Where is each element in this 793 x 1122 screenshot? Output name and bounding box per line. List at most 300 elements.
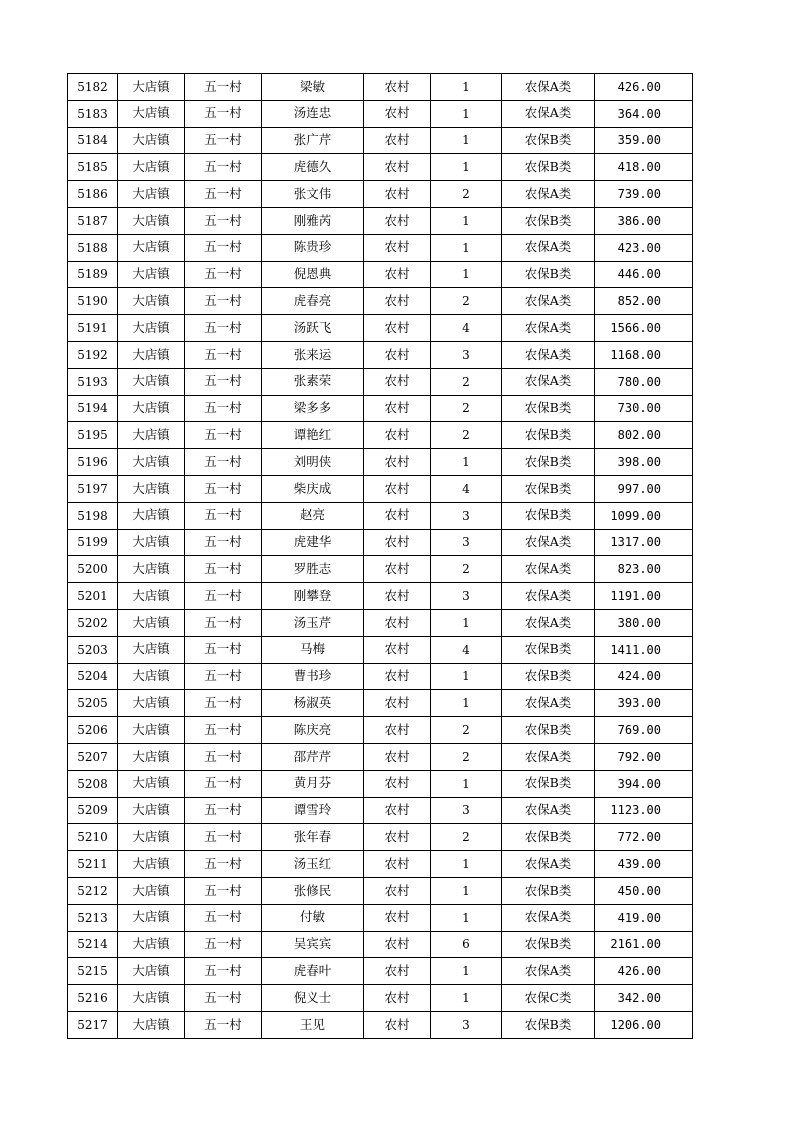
- name-cell: 陈庆亮: [262, 717, 364, 744]
- row-id-cell: 5205: [68, 690, 118, 717]
- amount-cell: 1411.00: [595, 636, 693, 663]
- insurance-class-cell: 农保A类: [502, 743, 595, 770]
- town-cell: 大店镇: [118, 261, 185, 288]
- name-cell: 赵亮: [262, 502, 364, 529]
- table-row: [68, 315, 693, 342]
- area-type-cell: 农村: [364, 449, 431, 476]
- row-id-cell: 5211: [68, 851, 118, 878]
- name-cell: 张年春: [262, 824, 364, 851]
- town-cell: 大店镇: [118, 583, 185, 610]
- row-id-cell: 5193: [68, 368, 118, 395]
- amount-cell: 852.00: [595, 288, 693, 315]
- household-count-cell: 1: [431, 958, 502, 985]
- village-cell: 五一村: [185, 877, 262, 904]
- amount-cell: 424.00: [595, 663, 693, 690]
- area-type-cell: 农村: [364, 583, 431, 610]
- amount-cell: 739.00: [595, 181, 693, 208]
- area-type-cell: 农村: [364, 127, 431, 154]
- household-count-cell: 4: [431, 475, 502, 502]
- table-row: [68, 556, 693, 583]
- household-count-cell: 1: [431, 609, 502, 636]
- row-id-cell: 5208: [68, 770, 118, 797]
- household-count-cell: 2: [431, 422, 502, 449]
- area-type-cell: 农村: [364, 985, 431, 1012]
- area-type-cell: 农村: [364, 315, 431, 342]
- village-cell: 五一村: [185, 368, 262, 395]
- amount-cell: 769.00: [595, 717, 693, 744]
- table-row: [68, 609, 693, 636]
- name-cell: 柴庆成: [262, 475, 364, 502]
- amount-cell: 1206.00: [595, 1011, 693, 1038]
- insurance-class-cell: 农保B类: [502, 475, 595, 502]
- name-cell: 张素荣: [262, 368, 364, 395]
- row-id-cell: 5195: [68, 422, 118, 449]
- name-cell: 汤跃飞: [262, 315, 364, 342]
- table-row: [68, 690, 693, 717]
- household-count-cell: 1: [431, 154, 502, 181]
- insurance-class-cell: 农保A类: [502, 288, 595, 315]
- amount-cell: 364.00: [595, 100, 693, 127]
- amount-cell: 997.00: [595, 475, 693, 502]
- amount-cell: 450.00: [595, 877, 693, 904]
- row-id-cell: 5217: [68, 1011, 118, 1038]
- village-cell: 五一村: [185, 529, 262, 556]
- household-count-cell: 1: [431, 74, 502, 101]
- town-cell: 大店镇: [118, 395, 185, 422]
- insurance-class-cell: 农保B类: [502, 261, 595, 288]
- insurance-class-cell: 农保B类: [502, 824, 595, 851]
- village-cell: 五一村: [185, 341, 262, 368]
- household-count-cell: 3: [431, 583, 502, 610]
- amount-cell: 426.00: [595, 958, 693, 985]
- row-id-cell: 5207: [68, 743, 118, 770]
- household-count-cell: 3: [431, 1011, 502, 1038]
- row-id-cell: 5203: [68, 636, 118, 663]
- table-row: [68, 717, 693, 744]
- area-type-cell: 农村: [364, 717, 431, 744]
- table-row: [68, 877, 693, 904]
- insurance-class-cell: 农保A类: [502, 609, 595, 636]
- area-type-cell: 农村: [364, 100, 431, 127]
- insurance-class-cell: 农保A类: [502, 529, 595, 556]
- area-type-cell: 农村: [364, 368, 431, 395]
- household-count-cell: 1: [431, 261, 502, 288]
- town-cell: 大店镇: [118, 717, 185, 744]
- amount-cell: 780.00: [595, 368, 693, 395]
- row-id-cell: 5187: [68, 207, 118, 234]
- name-cell: 谭艳红: [262, 422, 364, 449]
- household-count-cell: 1: [431, 207, 502, 234]
- row-id-cell: 5196: [68, 449, 118, 476]
- village-cell: 五一村: [185, 1011, 262, 1038]
- town-cell: 大店镇: [118, 288, 185, 315]
- row-id-cell: 5199: [68, 529, 118, 556]
- area-type-cell: 农村: [364, 770, 431, 797]
- amount-cell: 1168.00: [595, 341, 693, 368]
- village-cell: 五一村: [185, 583, 262, 610]
- table-row: [68, 100, 693, 127]
- area-type-cell: 农村: [364, 636, 431, 663]
- table-row: [68, 234, 693, 261]
- table-row: [68, 475, 693, 502]
- household-count-cell: 6: [431, 931, 502, 958]
- area-type-cell: 农村: [364, 690, 431, 717]
- area-type-cell: 农村: [364, 529, 431, 556]
- household-count-cell: 1: [431, 904, 502, 931]
- amount-cell: 1566.00: [595, 315, 693, 342]
- insurance-class-cell: 农保B类: [502, 877, 595, 904]
- village-cell: 五一村: [185, 797, 262, 824]
- insurance-class-cell: 农保B类: [502, 422, 595, 449]
- insurance-class-cell: 农保B类: [502, 154, 595, 181]
- village-cell: 五一村: [185, 904, 262, 931]
- name-cell: 王见: [262, 1011, 364, 1038]
- table-row: [68, 958, 693, 985]
- village-cell: 五一村: [185, 234, 262, 261]
- insurance-class-cell: 农保B类: [502, 207, 595, 234]
- row-id-cell: 5209: [68, 797, 118, 824]
- town-cell: 大店镇: [118, 797, 185, 824]
- village-cell: 五一村: [185, 315, 262, 342]
- area-type-cell: 农村: [364, 154, 431, 181]
- village-cell: 五一村: [185, 663, 262, 690]
- insurance-class-cell: 农保A类: [502, 583, 595, 610]
- name-cell: 吴宾宾: [262, 931, 364, 958]
- insurance-class-cell: 农保A类: [502, 181, 595, 208]
- row-id-cell: 5183: [68, 100, 118, 127]
- amount-cell: 772.00: [595, 824, 693, 851]
- household-count-cell: 2: [431, 824, 502, 851]
- household-count-cell: 3: [431, 797, 502, 824]
- household-count-cell: 1: [431, 851, 502, 878]
- village-cell: 五一村: [185, 74, 262, 101]
- table-row: [68, 288, 693, 315]
- insurance-class-cell: 农保A类: [502, 556, 595, 583]
- name-cell: 刚雅芮: [262, 207, 364, 234]
- amount-cell: 446.00: [595, 261, 693, 288]
- insurance-class-cell: 农保A类: [502, 74, 595, 101]
- row-id-cell: 5194: [68, 395, 118, 422]
- name-cell: 邵芹芹: [262, 743, 364, 770]
- insurance-class-cell: 农保B类: [502, 663, 595, 690]
- row-id-cell: 5204: [68, 663, 118, 690]
- village-cell: 五一村: [185, 127, 262, 154]
- area-type-cell: 农村: [364, 261, 431, 288]
- village-cell: 五一村: [185, 502, 262, 529]
- insurance-class-cell: 农保B类: [502, 770, 595, 797]
- household-count-cell: 1: [431, 770, 502, 797]
- row-id-cell: 5190: [68, 288, 118, 315]
- table-row: [68, 636, 693, 663]
- area-type-cell: 农村: [364, 904, 431, 931]
- insurance-class-cell: 农保A类: [502, 234, 595, 261]
- area-type-cell: 农村: [364, 851, 431, 878]
- amount-cell: 394.00: [595, 770, 693, 797]
- table-row: [68, 422, 693, 449]
- insurance-class-cell: 农保A类: [502, 368, 595, 395]
- village-cell: 五一村: [185, 824, 262, 851]
- town-cell: 大店镇: [118, 449, 185, 476]
- town-cell: 大店镇: [118, 663, 185, 690]
- amount-cell: 426.00: [595, 74, 693, 101]
- table-row: [68, 207, 693, 234]
- amount-cell: 1123.00: [595, 797, 693, 824]
- area-type-cell: 农村: [364, 797, 431, 824]
- row-id-cell: 5191: [68, 315, 118, 342]
- town-cell: 大店镇: [118, 181, 185, 208]
- name-cell: 曹书珍: [262, 663, 364, 690]
- amount-cell: 823.00: [595, 556, 693, 583]
- town-cell: 大店镇: [118, 127, 185, 154]
- household-count-cell: 1: [431, 663, 502, 690]
- row-id-cell: 5185: [68, 154, 118, 181]
- insurance-class-cell: 农保B类: [502, 717, 595, 744]
- area-type-cell: 农村: [364, 422, 431, 449]
- row-id-cell: 5214: [68, 931, 118, 958]
- amount-cell: 419.00: [595, 904, 693, 931]
- household-count-cell: 1: [431, 449, 502, 476]
- amount-cell: 393.00: [595, 690, 693, 717]
- household-count-cell: 2: [431, 556, 502, 583]
- amount-cell: 342.00: [595, 985, 693, 1012]
- amount-cell: 1191.00: [595, 583, 693, 610]
- household-count-cell: 3: [431, 529, 502, 556]
- household-count-cell: 1: [431, 877, 502, 904]
- town-cell: 大店镇: [118, 851, 185, 878]
- row-id-cell: 5213: [68, 904, 118, 931]
- town-cell: 大店镇: [118, 690, 185, 717]
- name-cell: 刚攀登: [262, 583, 364, 610]
- village-cell: 五一村: [185, 556, 262, 583]
- amount-cell: 418.00: [595, 154, 693, 181]
- table-row: [68, 663, 693, 690]
- amount-cell: 792.00: [595, 743, 693, 770]
- name-cell: 杨淑英: [262, 690, 364, 717]
- name-cell: 张来运: [262, 341, 364, 368]
- name-cell: 梁多多: [262, 395, 364, 422]
- town-cell: 大店镇: [118, 502, 185, 529]
- village-cell: 五一村: [185, 100, 262, 127]
- row-id-cell: 5188: [68, 234, 118, 261]
- village-cell: 五一村: [185, 181, 262, 208]
- insurance-class-cell: 农保B类: [502, 636, 595, 663]
- table-row: [68, 74, 693, 101]
- insurance-class-cell: 农保A类: [502, 100, 595, 127]
- row-id-cell: 5200: [68, 556, 118, 583]
- name-cell: 张文伟: [262, 181, 364, 208]
- table-row: [68, 824, 693, 851]
- town-cell: 大店镇: [118, 341, 185, 368]
- amount-cell: 2161.00: [595, 931, 693, 958]
- area-type-cell: 农村: [364, 475, 431, 502]
- area-type-cell: 农村: [364, 609, 431, 636]
- table-body: [68, 74, 693, 1039]
- name-cell: 刘明侠: [262, 449, 364, 476]
- table-row: [68, 931, 693, 958]
- area-type-cell: 农村: [364, 824, 431, 851]
- town-cell: 大店镇: [118, 958, 185, 985]
- table-row: [68, 797, 693, 824]
- village-cell: 五一村: [185, 475, 262, 502]
- area-type-cell: 农村: [364, 743, 431, 770]
- insurance-class-cell: 农保B类: [502, 127, 595, 154]
- town-cell: 大店镇: [118, 985, 185, 1012]
- name-cell: 谭雪玲: [262, 797, 364, 824]
- town-cell: 大店镇: [118, 74, 185, 101]
- name-cell: 汤玉红: [262, 851, 364, 878]
- town-cell: 大店镇: [118, 207, 185, 234]
- household-count-cell: 1: [431, 985, 502, 1012]
- town-cell: 大店镇: [118, 422, 185, 449]
- insurance-class-cell: 农保A类: [502, 315, 595, 342]
- name-cell: 倪义士: [262, 985, 364, 1012]
- amount-cell: 386.00: [595, 207, 693, 234]
- town-cell: 大店镇: [118, 529, 185, 556]
- area-type-cell: 农村: [364, 958, 431, 985]
- table-row: [68, 851, 693, 878]
- data-table: [67, 73, 693, 1039]
- town-cell: 大店镇: [118, 154, 185, 181]
- area-type-cell: 农村: [364, 395, 431, 422]
- household-count-cell: 2: [431, 368, 502, 395]
- row-id-cell: 5184: [68, 127, 118, 154]
- household-count-cell: 4: [431, 315, 502, 342]
- insurance-class-cell: 农保A类: [502, 690, 595, 717]
- area-type-cell: 农村: [364, 181, 431, 208]
- household-count-cell: 3: [431, 502, 502, 529]
- row-id-cell: 5182: [68, 74, 118, 101]
- village-cell: 五一村: [185, 288, 262, 315]
- area-type-cell: 农村: [364, 502, 431, 529]
- town-cell: 大店镇: [118, 315, 185, 342]
- insurance-class-cell: 农保B类: [502, 931, 595, 958]
- name-cell: 马梅: [262, 636, 364, 663]
- row-id-cell: 5210: [68, 824, 118, 851]
- area-type-cell: 农村: [364, 931, 431, 958]
- village-cell: 五一村: [185, 743, 262, 770]
- table-row: [68, 904, 693, 931]
- name-cell: 虎春亮: [262, 288, 364, 315]
- village-cell: 五一村: [185, 449, 262, 476]
- village-cell: 五一村: [185, 422, 262, 449]
- name-cell: 虎春叶: [262, 958, 364, 985]
- area-type-cell: 农村: [364, 288, 431, 315]
- village-cell: 五一村: [185, 207, 262, 234]
- insurance-class-cell: 农保B类: [502, 395, 595, 422]
- row-id-cell: 5198: [68, 502, 118, 529]
- town-cell: 大店镇: [118, 877, 185, 904]
- row-id-cell: 5216: [68, 985, 118, 1012]
- household-count-cell: 2: [431, 717, 502, 744]
- area-type-cell: 农村: [364, 234, 431, 261]
- insurance-class-cell: 农保B类: [502, 449, 595, 476]
- household-count-cell: 1: [431, 127, 502, 154]
- village-cell: 五一村: [185, 717, 262, 744]
- amount-cell: 1099.00: [595, 502, 693, 529]
- row-id-cell: 5212: [68, 877, 118, 904]
- name-cell: 付敏: [262, 904, 364, 931]
- amount-cell: 1317.00: [595, 529, 693, 556]
- insurance-class-cell: 农保A类: [502, 797, 595, 824]
- area-type-cell: 农村: [364, 74, 431, 101]
- name-cell: 倪恩典: [262, 261, 364, 288]
- name-cell: 梁敏: [262, 74, 364, 101]
- village-cell: 五一村: [185, 958, 262, 985]
- town-cell: 大店镇: [118, 1011, 185, 1038]
- town-cell: 大店镇: [118, 100, 185, 127]
- town-cell: 大店镇: [118, 931, 185, 958]
- row-id-cell: 5215: [68, 958, 118, 985]
- town-cell: 大店镇: [118, 636, 185, 663]
- table-row: [68, 770, 693, 797]
- name-cell: 张广芹: [262, 127, 364, 154]
- row-id-cell: 5206: [68, 717, 118, 744]
- name-cell: 张修民: [262, 877, 364, 904]
- table-row: [68, 261, 693, 288]
- town-cell: 大店镇: [118, 368, 185, 395]
- village-cell: 五一村: [185, 395, 262, 422]
- town-cell: 大店镇: [118, 609, 185, 636]
- town-cell: 大店镇: [118, 743, 185, 770]
- table-row: [68, 583, 693, 610]
- table-row: [68, 529, 693, 556]
- amount-cell: 439.00: [595, 851, 693, 878]
- name-cell: 虎建华: [262, 529, 364, 556]
- town-cell: 大店镇: [118, 904, 185, 931]
- village-cell: 五一村: [185, 851, 262, 878]
- village-cell: 五一村: [185, 931, 262, 958]
- table-row: [68, 395, 693, 422]
- row-id-cell: 5189: [68, 261, 118, 288]
- row-id-cell: 5202: [68, 609, 118, 636]
- town-cell: 大店镇: [118, 824, 185, 851]
- household-count-cell: 1: [431, 100, 502, 127]
- household-count-cell: 2: [431, 395, 502, 422]
- insurance-class-cell: 农保A类: [502, 851, 595, 878]
- table-row: [68, 743, 693, 770]
- amount-cell: 730.00: [595, 395, 693, 422]
- name-cell: 黄月芬: [262, 770, 364, 797]
- area-type-cell: 农村: [364, 207, 431, 234]
- row-id-cell: 5186: [68, 181, 118, 208]
- household-count-cell: 2: [431, 743, 502, 770]
- household-count-cell: 2: [431, 288, 502, 315]
- insurance-class-cell: 农保A类: [502, 341, 595, 368]
- household-count-cell: 4: [431, 636, 502, 663]
- village-cell: 五一村: [185, 636, 262, 663]
- town-cell: 大店镇: [118, 234, 185, 261]
- table-row: [68, 181, 693, 208]
- row-id-cell: 5197: [68, 475, 118, 502]
- name-cell: 陈贵珍: [262, 234, 364, 261]
- area-type-cell: 农村: [364, 1011, 431, 1038]
- village-cell: 五一村: [185, 261, 262, 288]
- amount-cell: 380.00: [595, 609, 693, 636]
- household-count-cell: 3: [431, 341, 502, 368]
- village-cell: 五一村: [185, 985, 262, 1012]
- table-row: [68, 341, 693, 368]
- name-cell: 汤玉芹: [262, 609, 364, 636]
- village-cell: 五一村: [185, 690, 262, 717]
- table-row: [68, 154, 693, 181]
- amount-cell: 359.00: [595, 127, 693, 154]
- row-id-cell: 5192: [68, 341, 118, 368]
- row-id-cell: 5201: [68, 583, 118, 610]
- table-row: [68, 1011, 693, 1038]
- table-row: [68, 368, 693, 395]
- name-cell: 汤连忠: [262, 100, 364, 127]
- insurance-class-cell: 农保B类: [502, 1011, 595, 1038]
